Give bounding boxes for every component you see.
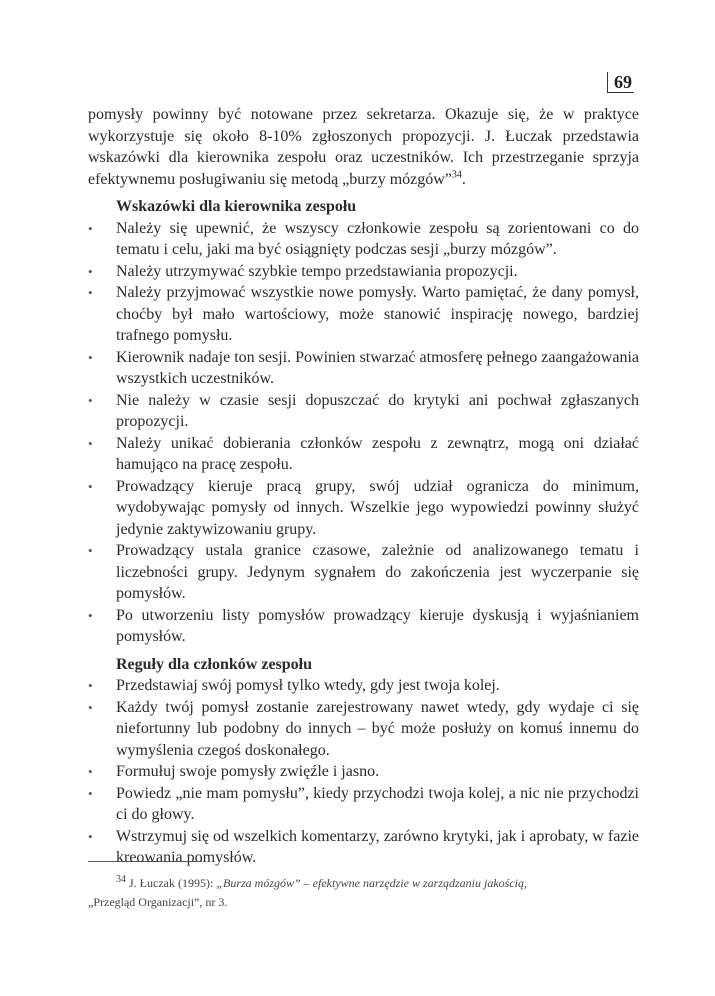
list-item: • Każdy twój pomysł zostanie zarejestrowany nawet wtedy, gdy wydaje ci się niefortunny lub podobny do innych – być może posłuży on komuś innemu do wymyślenia czegoś doskonałego. — [88, 697, 639, 762]
footnote-author: J. Łuczak (1995): — [129, 876, 217, 890]
footnote-divider — [88, 861, 202, 862]
list-item: • Należy unikać dobierania członków zespołu z zewnątrz, mogą oni działać hamująco na pracę zespołu. — [88, 433, 639, 476]
footnote — [88, 874, 639, 912]
member-rules-list — [88, 675, 639, 869]
list-item: • Należy się upewnić, że wszyscy członkowie zespołu są zorientowani co do tematu i celu, jaki ma być osiągnięty podczas sesji „burzy mózgów”. — [88, 218, 639, 261]
intro-text: pomysły powinny być notowane przez sekretarza. Okazuje się, że w praktyce wykorzystuje się około 8-10% zgłoszonych propozycji. J. Łuczak przedstawia wskazówki dla kierownika zespołu oraz uczestników. Ich przestrzeganie sprzyja efektywnemu posługiwaniu się metodą „burzy mózgów” — [88, 106, 639, 188]
list-item: • Należy utrzymywać szybkie tempo przedstawiania propozycji. — [88, 261, 639, 283]
main-text — [88, 104, 639, 869]
list-item: • Prowadzący ustala granice czasowe, zależnie od analizowanego tematu i liczebności grupy. Jedynym sygnałem do zakończenia jest wyczerpanie się pomysłów. — [88, 540, 639, 605]
list-item: • Wstrzymuj się od wszelkich komentarzy, zarówno krytyki, jak i aprobaty, w fazie kreowania pomysłów. — [88, 826, 639, 869]
footnote-number: 34 — [116, 874, 126, 885]
list-item: • Prowadzący kieruje pracą grupy, swój udział ogranicza do minimum, wydobywając pomysły od innych. Wszelkie jego wypowiedzi powinny służyć jedynie zaktywizowaniu grupy. — [88, 476, 639, 541]
section-heading-member-rules: Reguły dla członków zespołu — [116, 655, 313, 673]
intro-end: . — [461, 170, 466, 188]
page-number: 69 — [607, 72, 634, 93]
list-item: • Należy przyjmować wszystkie nowe pomysły. Warto pamiętać, że dany pomysł, choćby był mało wartościowy, może stanowić inspirację nowego, bardziej trafnego pomysłu. — [88, 282, 639, 347]
footnote-title: „Burza mózgów” – efektywne narzędzie w zarządzaniu jakością, — [216, 876, 527, 890]
intro-paragraph — [88, 104, 639, 190]
footnote-source: „Przegląd Organizacji”, nr 3. — [88, 895, 228, 909]
list-item: • Formułuj swoje pomysły zwięźle i jasno. — [88, 761, 639, 783]
footnote-line-1 — [88, 874, 639, 893]
section-heading-leader-tips: Wskazówki dla kierownika zespołu — [116, 198, 357, 215]
list-item: • Nie należy w czasie sesji dopuszczać do krytyki ani pochwał zgłaszanych propozycji. — [88, 390, 639, 433]
list-item: • Powiedz „nie mam pomysłu”, kiedy przychodzi twoja kolej, a nic nie przychodzi ci do głowy. — [88, 783, 639, 826]
list-item: • Po utworzeniu listy pomysłów prowadzący kieruje dyskusją i wyjaśnianiem pomysłów. — [88, 605, 639, 648]
leader-tips-list — [88, 218, 639, 648]
footnote-reference: 34 — [451, 169, 462, 181]
list-item: • Przedstawiaj swój pomysł tylko wtedy, gdy jest twoja kolej. — [88, 675, 639, 697]
list-item: • Kierownik nadaje ton sesji. Powinien stwarzać atmosferę pełnego zaangażowania wszystkich uczestników. — [88, 347, 639, 390]
